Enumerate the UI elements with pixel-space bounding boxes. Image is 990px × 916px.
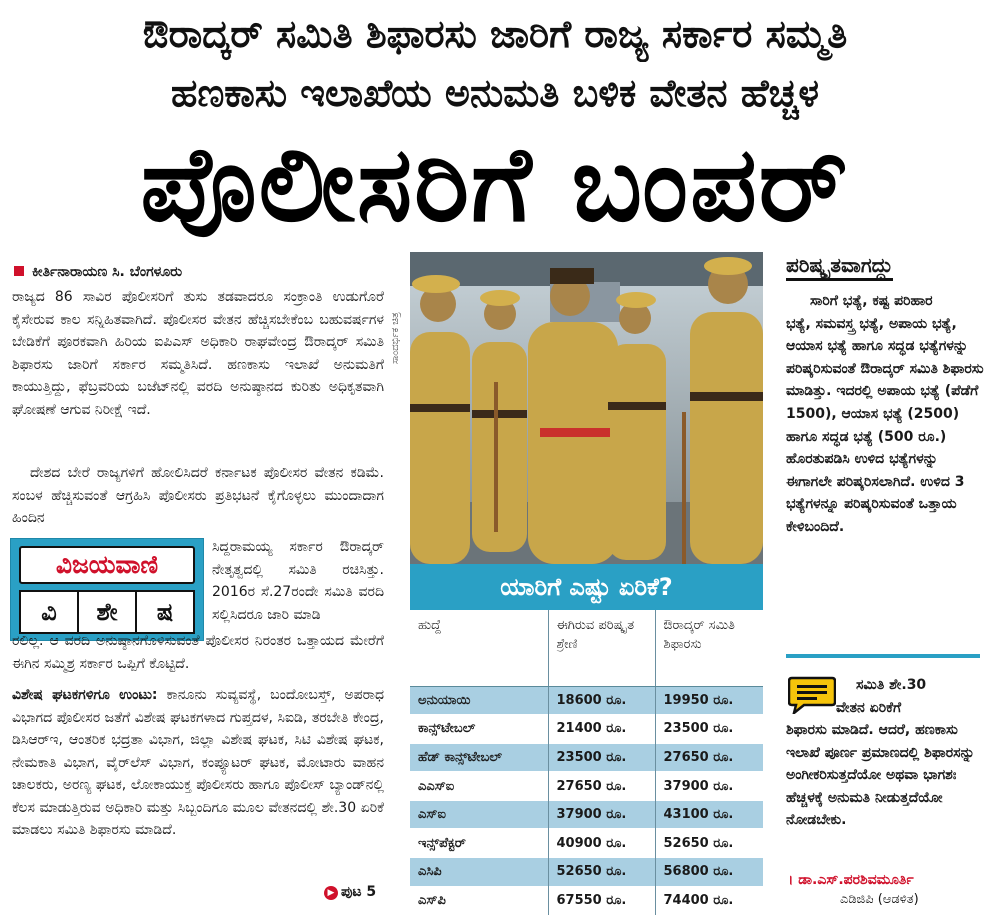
table-header-row — [410, 610, 763, 686]
salary-table — [410, 610, 763, 915]
quote-line: ವೇತನ ಏರಿಕೆಗೆ — [836, 699, 902, 716]
continued-label: ಪುಟ 5 — [341, 884, 377, 900]
quote-body: ಶಿಫಾರಸು ಮಾಡಿದೆ. ಆದರೆ, ಹಣಕಾಸು ಇಲಾಖೆ ಪೂರ್ಣ ಪ್ರಮಾಣದಲ್ಲಿ ಶಿಫಾರಸನ್ನು ಅಂಗೀಕರಿಸುತ್ತದೆಯೋ ಅಥವಾ ಭಾಗಶಃ ಹೆಚ್ಚಳಕ್ಕೆ ಅನುಮತಿ ನೀಡುತ್ತದೆಯೋ ನೋಡಬೇಕು. — [786, 722, 975, 828]
headline: ಪೊಲೀಸರಿಗೆ ಬಂಪರ್ — [140, 123, 850, 245]
police-photo — [410, 252, 763, 564]
kicker-line-1: ಔರಾದ್ಕರ್ ಸಮಿತಿ ಶಿಫಾರಸು ಜಾರಿಗೆ ರಾಜ್ಯ ಸರ್ಕಾರ ಸಮ್ಮತಿ — [142, 12, 848, 56]
table-row — [410, 743, 763, 772]
sidebar-text-body: ಇದರಲ್ಲಿ ಅಪಾಯ ಭತ್ಯೆ (ಪೆಡೆಗೆ 1500), ಆಯಾಸ ಭತ್ಯೆ (2500) ಹಾಗೂ ಸದ್ಧಡ ಭತ್ಯೆ (500 ರೂ.) ಹೊರತುಪಡಿಸಿ ಉಳಿದ ಭತ್ಯೆಗಳನ್ನು ಈಗಾಗಲೇ ಪರಿಷ್ಕರಿಸಲಾಗಿದೆ. ಉಳಿದ 3 ಭತ್ಯೆಗಳನ್ನೂ ಪರಿಷ್ಕರಿಸುವಂತೆ ಒತ್ತಾಯ ಕೇಳಿಬಂದಿದೆ. — [786, 383, 979, 535]
table-cell: ಎಸ್‌ಪಿ — [410, 886, 548, 915]
table-cell: 21400 ರೂ. — [548, 715, 655, 744]
quote-line: ಸಮಿತಿ ಶೇ.30 — [856, 677, 927, 693]
table-cell: 67550 ರೂ. — [548, 886, 655, 915]
table-cell: 23500 ರೂ. — [655, 715, 763, 744]
byline-square-icon — [14, 266, 24, 276]
table-cell: ಎಸ್‌ಐ — [410, 800, 548, 829]
table-row — [410, 858, 763, 887]
article-paragraph-1: ರಾಜ್ಯದ 86 ಸಾವಿರ ಪೊಲೀಸರಿಗೆ ತುಸು ತಡವಾದರೂ ಸಂಕ್ರಾಂತಿ ಉಡುಗೊರೆ ಕೈಸೇರುವ ಕಾಲ ಸನ್ನಿಹಿತವಾಗಿದೆ. ಪೊಲೀಸರ ವೇತನ ಹೆಚ್ಚಿಸಬೇಕೆಂಬ ಬಹುವರ್ಷಗಳ ಬೇಡಿಕೆಗೆ ಪೂರಕವಾಗಿ ಹಿರಿಯ ಐಪಿಎಸ್ ಅಧಿಕಾರಿ ರಾಘವೇಂದ್ರ ಔರಾದ್ಕರ್ ಸಮಿತಿ ಶಿಫಾರಸು ಜಾರಿಗೆ ಸರ್ಕಾರ ಸಮ್ಮತಿಸಿದೆ. ಹಣಕಾಸು ಇಲಾಖೆ ಅನುಮತಿಗೆ ಕಾಯುತ್ತಿದ್ದು, ಫೆಬ್ರವರಿಯ ಬಜೆಟ್‌ನಲ್ಲಿ ವರದಿ ಅನುಷ್ಠಾನದ ಕುರಿತು ಅಧಿಕೃತವಾಗಿ ಘೋಷಣೆ ಆಗುವ ನಿರೀಕ್ಷೆ ಇದೆ. — [12, 289, 384, 418]
article-paragraph-2-wrap: ಸಿದ್ದರಾಮಯ್ಯ ಸರ್ಕಾರ ಔರಾದ್ಕರ್ ನೇತೃತ್ವದಲ್ಲಿ ಸಮಿತಿ ರಚಿಸಿತ್ತು. 2016ರ ಸೆ.27ರಂದೇ ಸಮಿತಿ ವರದಿ ಸಲ್ಲಿಸಿದರೂ ಜಾರಿ ಮಾಡಿ — [212, 539, 384, 623]
logo-letter: ಷ — [156, 598, 174, 626]
article-paragraph-4 — [12, 684, 384, 906]
table-row — [410, 829, 763, 858]
table-cell: 18600 ರೂ. — [548, 686, 655, 715]
logo-letter: ಶೇ — [79, 592, 137, 632]
photo-credit: ಸಾಂದರ್ಭಿಕ ಚಿತ್ರ — [390, 312, 401, 364]
logo-title: ವಿಜಯವಾಣಿ — [19, 546, 195, 584]
play-arrow-icon: ▶ — [324, 886, 338, 900]
table-cell: 37900 ರೂ. — [548, 800, 655, 829]
table-row — [410, 772, 763, 801]
quote-author: । ಡಾ.ಎಸ್.ಪರಶಿವಮೂರ್ತಿ — [788, 872, 914, 888]
column-header: ಈಗಿರುವ ಪರಿಷ್ಕೃತ ಶ್ರೇಣಿ — [548, 610, 655, 686]
table-row — [410, 686, 763, 715]
table-cell: 43100 ರೂ. — [655, 800, 763, 829]
table-cell: 56800 ರೂ. — [655, 858, 763, 887]
police-officers-illustration — [410, 252, 763, 564]
column-header: ಔರಾದ್ಕರ್ ಸಮಿತಿ ಶಿಫಾರಸು — [655, 610, 763, 686]
table-cell: ಎಎಸ್‌ಐ — [410, 772, 548, 801]
table-cell: 40900 ರೂ. — [548, 829, 655, 858]
sidebar-text — [786, 290, 986, 650]
article-paragraph-2: ದೇಶದ ಬೇರೆ ರಾಜ್ಯಗಳಿಗೆ ಹೋಲಿಸಿದರೆ ಕರ್ನಾಟಕ ಪೊಲೀಸರ ವೇತನ ಕಡಿಮೆ. ಸಂಬಳ ಹೆಚ್ಚಿಸುವಂತೆ ಆಗ್ರಹಿಸಿ ಪೊಲೀಸರು ಪ್ರತಿಭಟನೆ ಕೈಗೊಳ್ಳಲು ಮುಂದಾದಾಗ ಹಿಂದಿನ — [12, 465, 384, 526]
table-cell: 27650 ರೂ. — [548, 772, 655, 801]
logo-subtitle — [19, 590, 195, 634]
byline — [14, 264, 182, 280]
table-cell: 37900 ರೂ. — [655, 772, 763, 801]
sidebar-text-body: ಭತ್ಯೆ, ಸಮವಸ್ತ್ರ ಭತ್ಯೆ, ಅಪಾಯ ಭತ್ಯೆ, ಆಯಾಸ ಭತ್ಯೆ ಹಾಗೂ ಸದ್ಧಡ ಭತ್ಯೆಗಳನ್ನು ಪರಿಷ್ಕರಿಸುವಂತೆ ಔರಾದ್ಕರ್ ಸಮಿತಿ ಶಿಫಾರಸು ಮಾಡಿತ್ತು. — [786, 315, 984, 400]
sidebar-divider — [786, 654, 980, 658]
table-cell: 52650 ರೂ. — [548, 858, 655, 887]
quote-author-role: ಎಡಿಜಿಪಿ (ಆಡಳಿತ) — [840, 892, 919, 907]
table-cell: ಅನುಯಾಯಿ — [410, 686, 548, 715]
column-header: ಹುದ್ದೆ — [410, 610, 548, 686]
table-cell: 74400 ರೂ. — [655, 886, 763, 915]
table-cell: 23500 ರೂ. — [548, 743, 655, 772]
continued-link[interactable] — [324, 884, 376, 900]
table-row — [410, 715, 763, 744]
table-cell: 19950 ರೂ. — [655, 686, 763, 715]
sidebar-text-line: ಸಾರಿಗೆ ಭತ್ಯೆ, ಕಷ್ಟ ಪರಿಹಾರ — [810, 293, 933, 309]
table-cell: ಕಾನ್ಸ್‌ಟೇಬಲ್ — [410, 715, 548, 744]
byline-text: ಕೀರ್ತಿನಾರಾಯಣ ಸಿ. ಬೆಂಗಳೂರು — [32, 264, 183, 280]
sidebar-heading: ಪರಿಷ್ಕೃತವಾಗದ್ದು — [786, 253, 893, 281]
article-paragraph-3: ರಲಿಲ್ಲ. ಆ ವರದಿ ಅನುಷ್ಠಾನಗೊಳಿಸುವಂತೆ ಪೊಲೀಸರ ನಿರಂತರ ಒತ್ತಾಯದ ಮೇರೆಗೆ ಈಗಿನ ಸಮ್ಮಿಶ್ರ ಸರ್ಕಾರ ಒಪ್ಪಿಗೆ ಕೊಟ್ಟಿದೆ. — [12, 633, 384, 672]
vijayavani-vishesha-logo — [10, 538, 204, 641]
quote-text — [786, 674, 986, 870]
table-row — [410, 886, 763, 915]
paragraph-body: ಕಾನೂನು ಸುವ್ಯವಸ್ಥೆ, ಬಂದೋಬಸ್ತ್, ಅಪರಾಧ ವಿಭಾಗದ ಪೊಲೀಸರ ಜತೆಗೆ ವಿಶೇಷ ಘಟಕಗಳಾದ ಗುಪ್ತದಳ, ಸಿಐಡಿ, ತರಬೇತಿ ಕೇಂದ್ರ, ಡಿಸಿಆರ್‌ಇ, ಆಂತರಿಕ ಭದ್ರತಾ ವಿಭಾಗ, ಜಿಲ್ಲಾ ವಿಶೇಷ ಘಟಕ, ಸಿಟಿ ವಿಶೇಷ ಘಟಕ, ನೇಮಕಾತಿ ವಿಭಾಗ, ವೈರ್‌ಲೆಸ್ ವಿಭಾಗ, ಕಂಪ್ಯೂಟರ್ ಘಟಕ, ಮೋಟಾರು ವಾಹನ ಚಾಲಕರು, ಅರಣ್ಯ ಘಟಕ, ಲೋಕಾಯುಕ್ತ ಪೊಲೀಸರು ಹಾಗೂ ಪೊಲೀಸ್ ಬ್ಯಾಂಡ್‌ನಲ್ಲಿ ಕೆಲಸ ಮಾಡುತ್ತಿರುವ ಅಧಿಕಾರಿ ಮತ್ತು ಸಿಬ್ಬಂದಿಗೂ ಮೂಲ ವೇತನದಲ್ಲಿ ಶೇ.30 ಏರಿಕೆ ಮಾಡಲು ಸಮಿತಿ ಶಿಫಾರಸು ಮಾಡಿದೆ. — [12, 687, 384, 838]
table-row — [410, 800, 763, 829]
table-cell: 52650 ರೂ. — [655, 829, 763, 858]
subhead: ವಿಶೇಷ ಘಟಕಗಳಿಗೂ ಉಂಟು: — [12, 687, 158, 703]
table-cell: ಇನ್ಸ್‌ಪೆಕ್ಟರ್ — [410, 829, 548, 858]
kicker-line-2: ಹಣಕಾಸು ಇಲಾಖೆಯ ಅನುಮತಿ ಬಳಿಕ ವೇತನ ಹೆಚ್ಚಳ — [170, 71, 819, 115]
table-cell: ಹೆಡ್ ಕಾನ್ಸ್‌ಟೇಬಲ್ — [410, 743, 548, 772]
table-title: ಯಾರಿಗೆ ಎಷ್ಟು ಏರಿಕೆ? — [410, 564, 763, 610]
logo-letter: ವಿ — [21, 592, 79, 632]
table-cell: ಎಸಿಪಿ — [410, 858, 548, 887]
table-cell: 27650 ರೂ. — [655, 743, 763, 772]
